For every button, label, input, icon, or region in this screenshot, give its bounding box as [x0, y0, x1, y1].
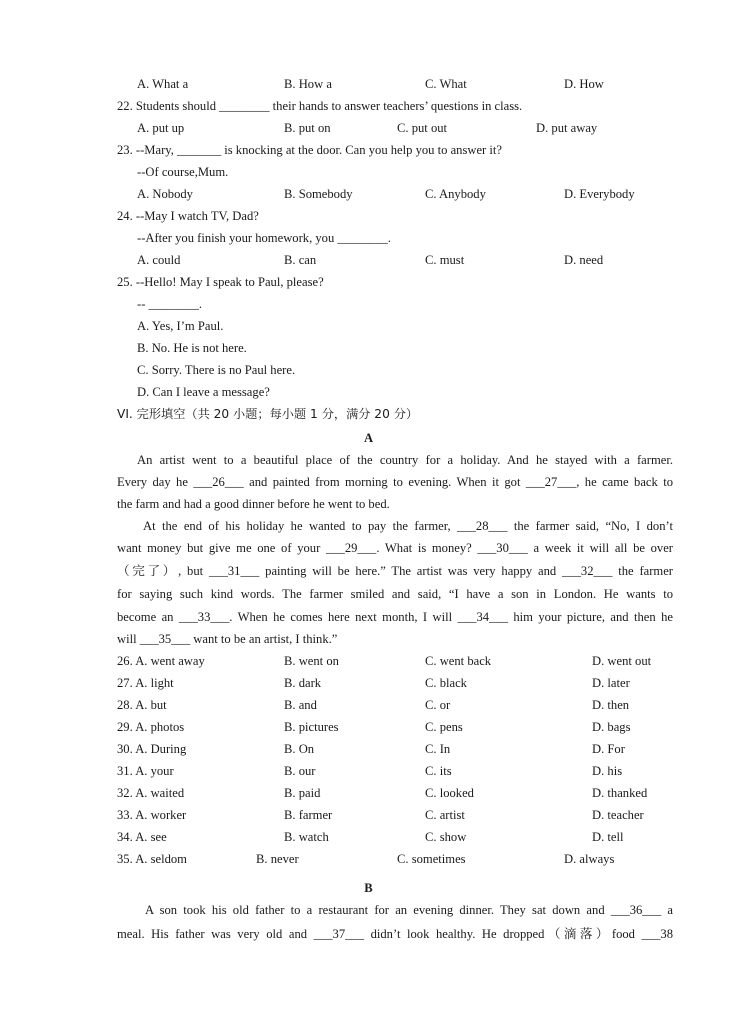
q31-option-b: B. our	[284, 764, 316, 778]
q25-option-d: D. Can I leave a message?	[137, 385, 270, 399]
q31-option-c: C. its	[425, 764, 452, 778]
q25-reply: -- ________.	[137, 297, 203, 311]
q22-option-d: D. put away	[536, 121, 598, 135]
passage-a-line-5: want money but give me one of your ___29___. What is money? ___30___ a week it will all be over	[117, 541, 673, 555]
q30-option-a: 30. A. During	[117, 742, 187, 756]
q27-option-c: C. black	[425, 676, 467, 690]
q30-option-b: B. On	[284, 742, 315, 756]
q32-option-b: B. paid	[284, 786, 321, 800]
q23-option-b: B. Somebody	[284, 187, 353, 201]
q24-option-c: C. must	[425, 253, 465, 267]
q29-option-a: 29. A. photos	[117, 720, 185, 734]
q24-option-b: B. can	[284, 253, 317, 267]
q33-option-c: C. artist	[425, 808, 465, 822]
passage-b-title: B	[364, 881, 373, 895]
q29-option-d: D. bags	[592, 720, 631, 734]
q35-option-a: 35. A. seldom	[117, 852, 187, 866]
q24-reply: --After you finish your homework, you ________.	[137, 231, 391, 245]
q34-option-c: C. show	[425, 830, 467, 844]
q22-option-b: B. put on	[284, 121, 331, 135]
q23-option-a: A. Nobody	[137, 187, 193, 201]
passage-a-line-4: At the end of his holiday he wanted to pay the farmer, ___28___ the farmer said, “No, I don’t	[143, 519, 673, 533]
q31-option-d: D. his	[592, 764, 623, 778]
q27-option-d: D. later	[592, 676, 630, 690]
q28-option-a: 28. A. but	[117, 698, 167, 712]
q34-option-d: D. tell	[592, 830, 624, 844]
passage-a-line-7: for saying such kind words. The farmer smiled and said, “I have a son in London. He wants to	[117, 587, 673, 601]
q35-option-c: C. sometimes	[397, 852, 466, 866]
section-heading: VI. 完形填空（共 20 小题；每小题 1 分，满分 20 分）	[117, 407, 419, 421]
passage-b-line-2: meal. His father was very old and ___37___ didn’t look healthy. He dropped（滴落）food ___38	[117, 927, 673, 941]
passage-a-title: A	[363, 431, 374, 445]
passage-a-line-3: the farm and had a good dinner before he went to bed.	[117, 497, 390, 511]
q21-option-b: B. How a	[284, 77, 332, 91]
q26-option-a: 26. A. went away	[117, 654, 205, 668]
q23-option-d: D. Everybody	[564, 187, 635, 201]
q33-option-b: B. farmer	[284, 808, 333, 822]
passage-a-line-9: will ___35___ want to be an artist, I think.”	[117, 632, 338, 646]
q21-option-c: C. What	[425, 77, 467, 91]
q28-option-c: C. or	[425, 698, 451, 712]
q26-option-b: B. went on	[284, 654, 339, 668]
q30-option-d: D. For	[592, 742, 625, 756]
q25-stem: 25. --Hello! May I speak to Paul, please?	[117, 275, 324, 289]
q22-stem: 22. Students should ________ their hands to answer teachers’ questions in class.	[117, 99, 523, 113]
q32-option-a: 32. A. waited	[117, 786, 185, 800]
q21-option-a: A. What a	[137, 77, 189, 91]
q21-option-d: D. How	[564, 77, 604, 91]
q24-option-d: D. need	[564, 253, 604, 267]
q28-option-b: B. and	[284, 698, 317, 712]
passage-a-line-1: An artist went to a beautiful place of the country for a holiday. And he stayed with a farmer.	[137, 453, 673, 467]
passage-a-line-6: （完了）, but ___31___ painting will be here.” The artist was very happy and ___32___ the farmer	[117, 564, 673, 578]
q31-option-a: 31. A. your	[117, 764, 174, 778]
passage-b-line-1: A son took his old father to a restaurant for an evening dinner. They sat down and ___36___ a	[145, 903, 673, 917]
q29-option-c: C. pens	[425, 720, 463, 734]
q27-option-a: 27. A. light	[117, 676, 174, 690]
q24-stem: 24. --May I watch TV, Dad?	[117, 209, 259, 223]
q28-option-d: D. then	[592, 698, 630, 712]
q26-option-d: D. went out	[592, 654, 652, 668]
passage-a-line-8: become an ___33___. When he comes here next month, I will ___34___ him your picture, and then he	[117, 610, 673, 624]
q34-option-b: B. watch	[284, 830, 329, 844]
q25-option-b: B. No. He is not here.	[137, 341, 247, 355]
q33-option-a: 33. A. worker	[117, 808, 187, 822]
q32-option-c: C. looked	[425, 786, 474, 800]
q33-option-d: D. teacher	[592, 808, 644, 822]
q27-option-b: B. dark	[284, 676, 322, 690]
q30-option-c: C. In	[425, 742, 451, 756]
q34-option-a: 34. A. see	[117, 830, 167, 844]
q35-option-d: D. always	[564, 852, 615, 866]
q24-option-a: A. could	[137, 253, 181, 267]
q32-option-d: D. thanked	[592, 786, 648, 800]
q23-reply: --Of course,Mum.	[137, 165, 229, 179]
q25-option-a: A. Yes, I’m Paul.	[137, 319, 224, 333]
passage-a-line-2: Every day he ___26___ and painted from morning to evening. When it got ___27___, he came back to	[117, 475, 673, 489]
q25-option-c: C. Sorry. There is no Paul here.	[137, 363, 296, 377]
q22-option-c: C. put out	[397, 121, 448, 135]
q23-option-c: C. Anybody	[425, 187, 486, 201]
q29-option-b: B. pictures	[284, 720, 339, 734]
q22-option-a: A. put up	[137, 121, 185, 135]
q23-stem: 23. --Mary, _______ is knocking at the door. Can you help you to answer it?	[117, 143, 502, 157]
q35-option-b: B. never	[256, 852, 299, 866]
q26-option-c: C. went back	[425, 654, 492, 668]
